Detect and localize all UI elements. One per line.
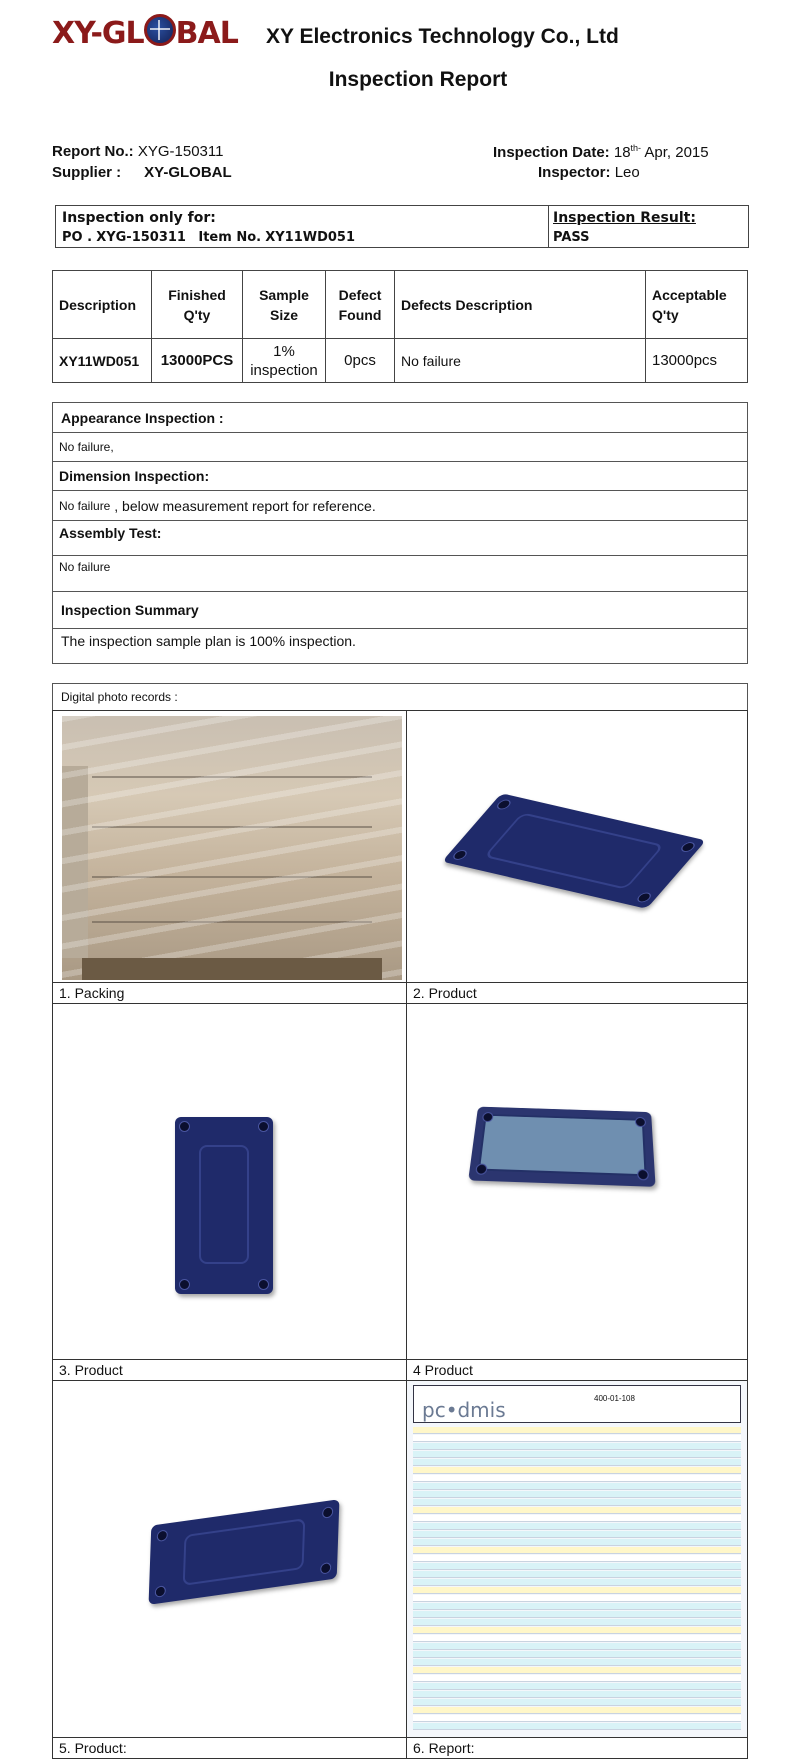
col-header-finished-qty: Finished Q'ty	[152, 271, 243, 339]
dimension-title: Dimension Inspection:	[52, 461, 748, 491]
report-row	[413, 1643, 741, 1650]
report-row	[413, 1699, 741, 1706]
summary-text: The inspection sample plan is 100% inspection.	[52, 628, 748, 664]
report-brand: pc•dmis	[422, 1398, 506, 1422]
table-header-row	[53, 271, 748, 339]
product-photo-4	[149, 1499, 340, 1605]
page-title: Inspection Report	[328, 68, 508, 91]
inspection-date-label: Inspection Date:	[493, 144, 610, 161]
item-label: Item No.	[198, 230, 262, 245]
photo-cell-product-3	[406, 1003, 748, 1360]
caption-5: 5. Product:	[52, 1737, 407, 1759]
photo-cell-report	[406, 1380, 748, 1738]
report-row	[413, 1483, 741, 1490]
report-row	[413, 1563, 741, 1570]
report-row	[413, 1683, 741, 1690]
dimension-text	[52, 490, 748, 521]
report-row	[413, 1427, 741, 1434]
report-row	[413, 1507, 741, 1514]
cell-sample-size: 1% inspection	[243, 339, 326, 383]
report-row	[413, 1475, 741, 1482]
report-row	[413, 1635, 741, 1642]
inspection-for-box	[55, 205, 549, 248]
inspection-date-rest: Apr, 2015	[641, 144, 709, 161]
po-value: XYG-150311	[96, 230, 186, 245]
photo-cell-product-4	[52, 1380, 407, 1738]
inspector-value: Leo	[614, 164, 640, 181]
summary-table	[52, 270, 748, 383]
report-row	[413, 1555, 741, 1562]
report-row	[413, 1435, 741, 1442]
inspection-date-day: 18	[613, 144, 631, 161]
po-label: PO .	[62, 230, 93, 245]
report-row	[413, 1667, 741, 1674]
report-row	[413, 1531, 741, 1538]
report-row	[413, 1491, 741, 1498]
caption-2: 2. Product	[406, 982, 748, 1004]
caption-1: 1. Packing	[52, 982, 407, 1004]
company-logo	[52, 14, 238, 51]
caption-3: 3. Product	[52, 1359, 407, 1381]
report-no-label: Report No.:	[52, 143, 134, 160]
summary-title: Inspection Summary	[52, 591, 748, 629]
supplier	[52, 164, 232, 181]
company-name: XY Electronics Technology Co., Ltd	[266, 25, 619, 48]
report-row	[413, 1595, 741, 1602]
assembly-text: No failure	[52, 555, 748, 592]
report-row	[413, 1651, 741, 1658]
report-row	[413, 1691, 741, 1698]
appearance-text: No failure,	[52, 432, 748, 462]
cell-description: XY11WD051	[53, 339, 152, 383]
report-row	[413, 1579, 741, 1586]
report-no	[52, 143, 223, 160]
supplier-value: XY-GLOBAL	[144, 164, 232, 181]
inspector	[538, 164, 640, 181]
report-header	[413, 1385, 741, 1423]
cell-defect-found: 0pcs	[326, 339, 395, 383]
report-row	[413, 1715, 741, 1722]
inspection-date-suffix: th-	[630, 143, 642, 153]
col-header-description: Description	[53, 271, 152, 339]
report-row	[413, 1467, 741, 1474]
col-header-defect-found: Defect Found	[326, 271, 395, 339]
report-code: 400-01-108	[594, 1394, 635, 1403]
report-row	[413, 1611, 741, 1618]
report-row	[413, 1443, 741, 1450]
report-row	[413, 1459, 741, 1466]
caption-6: 6. Report:	[406, 1737, 748, 1759]
report-row	[413, 1523, 741, 1530]
photo-records-title: Digital photo records :	[52, 683, 748, 711]
report-row	[413, 1587, 741, 1594]
dimension-text-b: , below measurement report for reference.	[110, 497, 376, 514]
report-row	[413, 1547, 741, 1554]
report-row	[413, 1675, 741, 1682]
col-header-defects-description: Defects Description	[395, 271, 646, 339]
cell-defects-description: No failure	[395, 339, 646, 383]
report-row	[413, 1451, 741, 1458]
product-photo-1	[442, 793, 706, 909]
item-value: XY11WD051	[265, 230, 356, 245]
photo-cell-product-2	[52, 1003, 407, 1360]
appearance-title: Appearance Inspection :	[52, 402, 748, 433]
supplier-label: Supplier :	[52, 164, 122, 181]
photo-cell-packing	[52, 710, 407, 983]
report-row	[413, 1499, 741, 1506]
report-row	[413, 1603, 741, 1610]
report-row	[413, 1515, 741, 1522]
col-header-acceptable-qty: Acceptable Q'ty	[646, 271, 748, 339]
inspector-label: Inspector:	[538, 164, 611, 181]
logo-text-end: BAL	[175, 16, 238, 51]
report-row	[413, 1539, 741, 1546]
inspection-result-value: PASS	[553, 230, 590, 245]
table-row	[53, 339, 748, 383]
product-photo-2	[175, 1117, 273, 1294]
report-row	[413, 1707, 741, 1714]
report-row	[413, 1619, 741, 1626]
caption-4: 4 Product	[406, 1359, 748, 1381]
packing-photo	[62, 716, 402, 980]
col-header-sample-size: Sample Size	[243, 271, 326, 339]
cell-acceptable-qty: 13000pcs	[646, 339, 748, 383]
report-row	[413, 1571, 741, 1578]
inspection-date	[493, 143, 709, 161]
inspection-result-box	[548, 205, 749, 248]
report-row	[413, 1659, 741, 1666]
report-row	[413, 1627, 741, 1634]
inspection-for-label: Inspection only for:	[62, 210, 216, 226]
report-no-value: XYG-150311	[137, 143, 224, 160]
inspection-result-label: Inspection Result:	[553, 210, 696, 226]
report-row	[413, 1723, 741, 1730]
cell-finished-qty: 13000PCS	[152, 339, 243, 383]
po-line	[62, 230, 355, 245]
photo-cell-product-1	[406, 710, 748, 983]
product-photo-3	[468, 1107, 655, 1187]
logo-text: XY-GL	[52, 16, 144, 51]
dimension-text-a: No failure	[59, 498, 111, 513]
assembly-title: Assembly Test:	[52, 520, 748, 556]
globe-icon	[144, 14, 176, 46]
